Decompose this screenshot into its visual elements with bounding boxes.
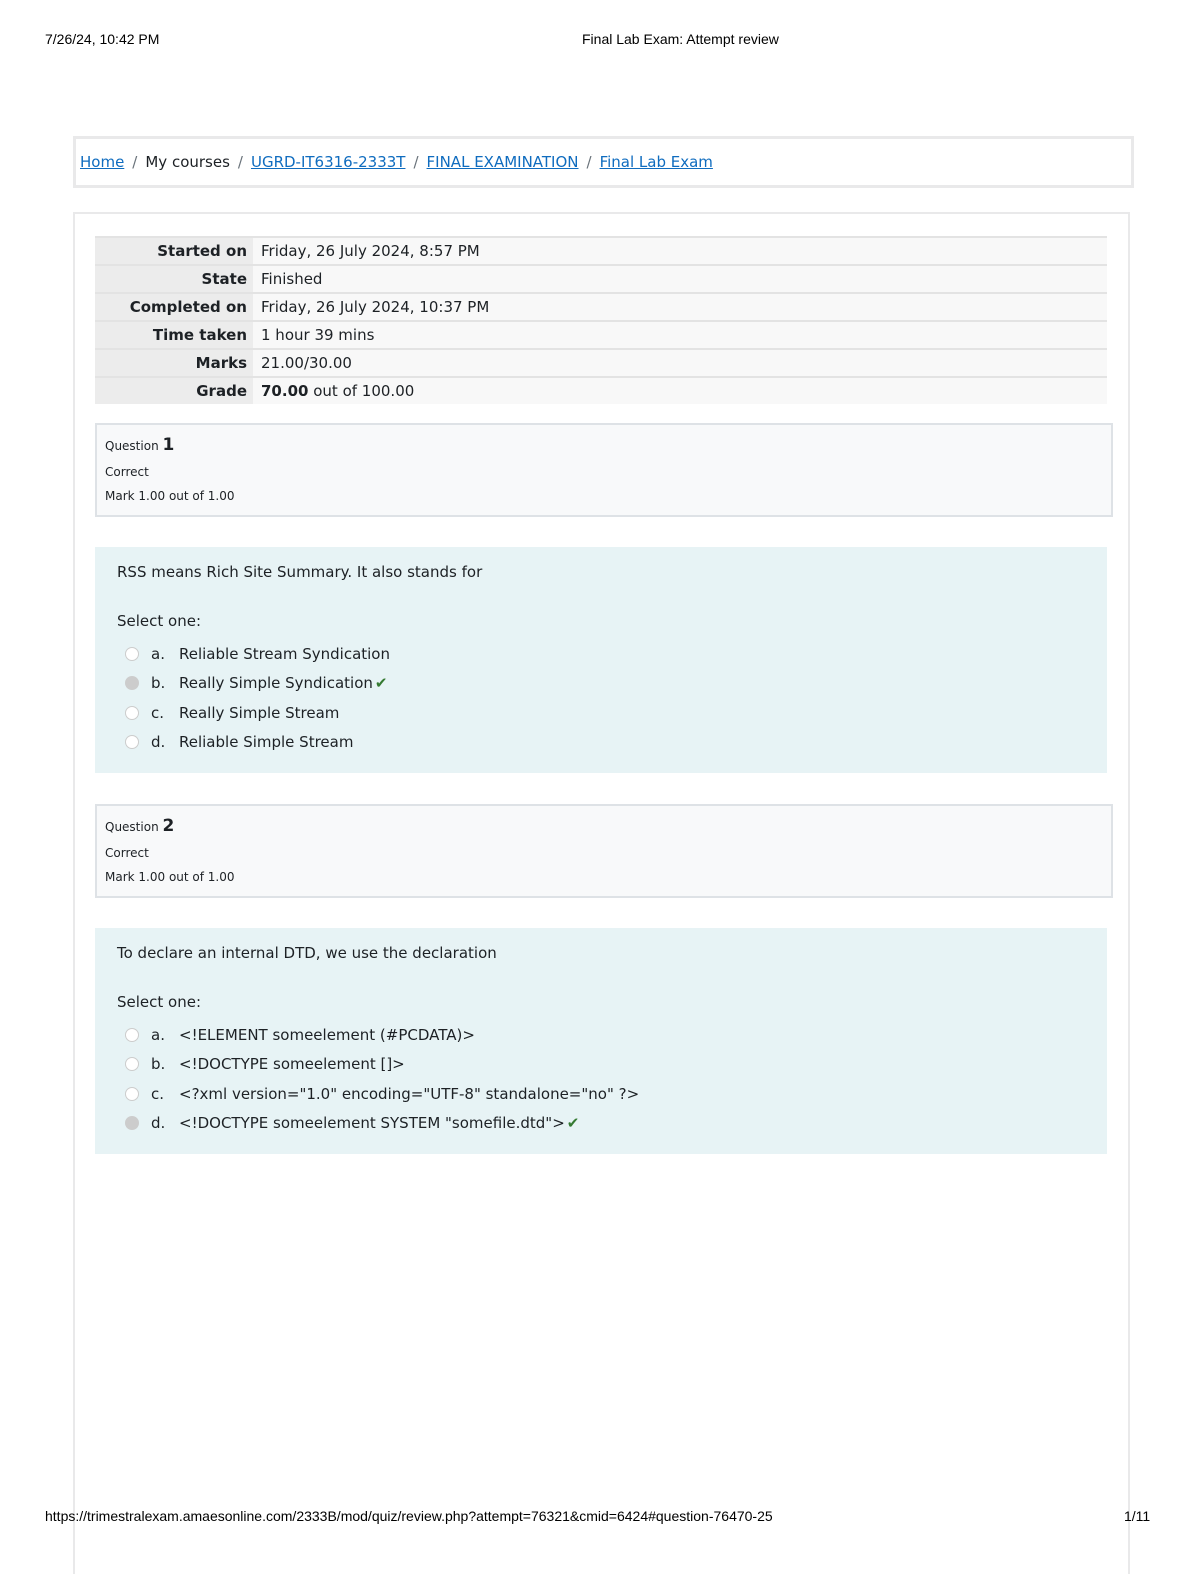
summary-label: Started on [95,237,253,265]
radio-button[interactable] [125,706,139,720]
answer-options [125,639,390,757]
summary-label: Grade [95,377,253,404]
option-text: Reliable Stream Syndication [179,644,390,663]
breadcrumb-separator: / [413,153,419,171]
summary-value: Friday, 26 July 2024, 8:57 PM [253,237,1107,265]
select-one-prompt: Select one: [117,993,202,1011]
answer-option[interactable] [125,669,390,699]
correct-check-icon: ✔ [374,674,388,693]
summary-row [95,237,1107,265]
question-info [95,804,1113,898]
summary-value: 1 hour 39 mins [253,321,1107,349]
question-text: To declare an internal DTD, we use the declaration [117,944,497,962]
question-status: Correct [105,846,149,860]
option-text: <!ELEMENT someelement (#PCDATA)> [179,1025,475,1044]
radio-button[interactable] [125,1087,139,1101]
attempt-summary-table [95,236,1107,404]
grade-value: 70.00 [261,382,309,400]
question-content [95,547,1107,773]
summary-label: Completed on [95,293,253,321]
breadcrumb-home[interactable]: Home [80,153,125,171]
option-text: Reliable Simple Stream [179,733,354,752]
answer-option[interactable] [125,1109,639,1139]
breadcrumb-separator: / [237,153,243,171]
question-number [105,435,1111,455]
question-number-value: 1 [162,435,175,455]
summary-row [95,321,1107,349]
summary-value: 21.00/30.00 [253,349,1107,377]
summary-row [95,349,1107,377]
option-letter: a. [151,1025,165,1044]
answer-option[interactable] [125,698,390,728]
question-text: RSS means Rich Site Summary. It also stands for [117,563,483,581]
correct-check-icon: ✔ [566,1114,580,1133]
breadcrumb-separator: / [132,153,138,171]
option-text: <!DOCTYPE someelement []> [179,1055,405,1074]
breadcrumb-quiz[interactable]: Final Lab Exam [599,153,713,171]
print-url: https://trimestralexam.amaesonline.com/2333B/mod/quiz/review.php?attempt=76321&cmid=6424#question-76470-25 [45,1508,773,1524]
question-number [105,816,1111,836]
option-letter: d. [151,1114,166,1133]
radio-button[interactable] [125,676,139,690]
question-label: Question [105,820,159,834]
breadcrumb-separator: / [586,153,592,171]
option-letter: c. [151,1084,165,1103]
answer-options [125,1020,639,1138]
option-text: Really Simple Syndication [179,674,373,693]
option-text: Really Simple Stream [179,703,340,722]
option-letter: b. [151,1055,166,1074]
radio-button[interactable] [125,1028,139,1042]
question-label: Question [105,439,159,453]
print-page-number: 1/11 [1124,1508,1151,1524]
radio-button[interactable] [125,1116,139,1130]
radio-button[interactable] [125,735,139,749]
summary-label: Marks [95,349,253,377]
answer-option[interactable] [125,1079,639,1109]
grade-out-of: out of 100.00 [313,382,415,400]
summary-label: Time taken [95,321,253,349]
answer-option[interactable] [125,728,390,758]
option-letter: b. [151,674,166,693]
option-letter: d. [151,733,166,752]
print-datetime: 7/26/24, 10:42 PM [45,31,160,47]
radio-button[interactable] [125,647,139,661]
question-info [95,423,1113,517]
summary-value: Friday, 26 July 2024, 10:37 PM [253,293,1107,321]
breadcrumb-section[interactable]: FINAL EXAMINATION [426,153,579,171]
option-letter: c. [151,703,165,722]
answer-option[interactable] [125,1050,639,1080]
radio-button[interactable] [125,1057,139,1071]
breadcrumb [73,136,1134,188]
option-text: <?xml version="1.0" encoding="UTF-8" standalone="no" ?> [179,1084,640,1103]
summary-value [253,377,1107,404]
summary-row [95,377,1107,404]
question-number-value: 2 [162,816,175,836]
question-content [95,928,1107,1154]
summary-value: Finished [253,265,1107,293]
answer-option[interactable] [125,639,390,669]
question-mark: Mark 1.00 out of 1.00 [105,870,235,884]
answer-option[interactable] [125,1020,639,1050]
breadcrumb-course[interactable]: UGRD-IT6316-2333T [250,153,406,171]
option-letter: a. [151,644,165,663]
question-status: Correct [105,465,149,479]
attempt-review-card [73,212,1130,1574]
summary-label: State [95,265,253,293]
summary-row [95,293,1107,321]
question-mark: Mark 1.00 out of 1.00 [105,489,235,503]
breadcrumb-my-courses: My courses [145,153,230,171]
select-one-prompt: Select one: [117,612,202,630]
summary-row [95,265,1107,293]
option-text: <!DOCTYPE someelement SYSTEM "somefile.dtd"> [179,1114,565,1133]
print-title: Final Lab Exam: Attempt review [582,31,779,47]
